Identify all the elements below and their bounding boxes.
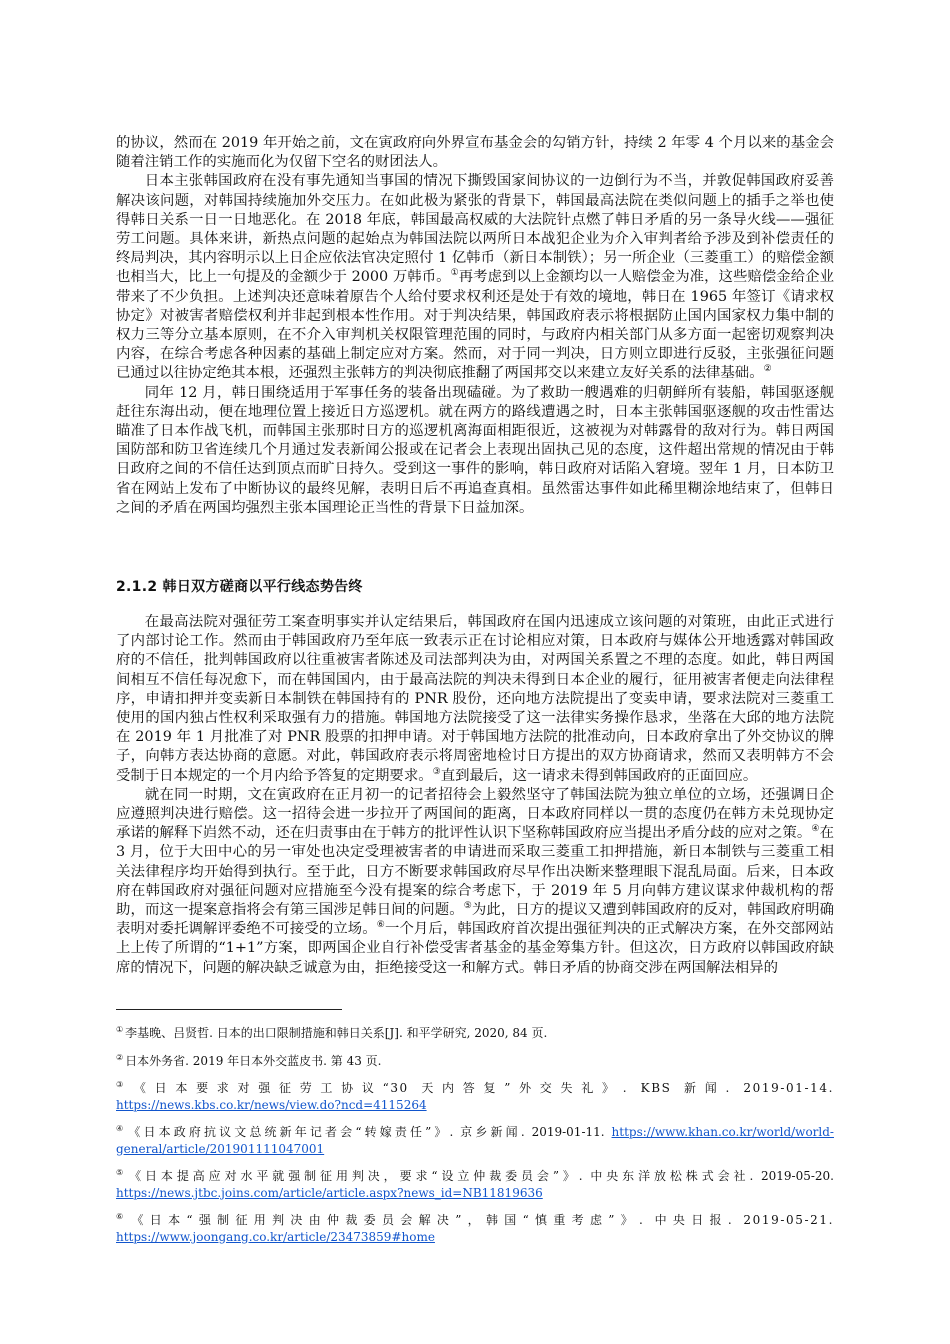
paragraph-negotiation: 在最高法院对强征劳工案查明事实并认定结果后，韩国政府在国内迅速成立该问题的对策班，由此正式进行了内部讨论工作。然而由于韩国政府乃至年底一致表示正在讨论相应对策，日本政府与媒体公开地透露对韩国政府的不信任，批判韩国政府以往重被害者陈述及司法部判决为由，对两国关系置之不理的态度。如此，韩日两国间相互不信任每况愈下，而在韩国国内，由于最高法院的判决未得到日本企业的履行，征用被害者便走向法律程序，申请扣押并变卖新日本制铁在韩国持有的 PNR 股份，还向地方法院提出了变卖申请，要求法院对三菱重工使用的国内独占性权利采取强有力的措施。韩国地方法院接受了这一法律实务操作恳求，坐落在大邱的地方法院在 2019 年 1 月批准了对 PNR 股票的扣押申请。对于韩国地方法院的批准动向，日本政府拿出了外交协议的牌子，向韩方表达协商的意愿。对此，韩国政府表示将周密地检讨日方提出的双方协商请求，然而又表明韩方不会受制于日本规定的一个月内给予答复的定期要求。③直到最后，这一请求未得到韩国政府的正面回应。 [116,614,834,784]
paragraph-forced-labor: 日本主张韩国政府在没有事先通知当事国的情况下撕毁国家间协议的一边倒行为不当，并敦促韩国政府妥善解决该问题，对韩国持续施加外交压力。在如此极为紧张的背景下，韩国最高法院在类似问题上的插手之举也使得韩日关系一日一日地恶化。在 2018 年底，韩国最高权威的大法院针点燃了韩日矛盾的另一条导火线——强征劳工问题。具体来讲，新热点问题的起始点为韩国法院以两所日本战犯企业为介入审判者给予涉及到补偿责任的终局判决，其内容明示以上日企应依法官决定照付 1 亿韩币（新日本制铁）；另一所企业（三菱重工）的赔偿金额也相当大，比上一句提及的金额少于 2000 万韩币。①再考虑到以上金额均以一人赔偿金为准，这些赔偿金给企业带来了不少负担。上述判决还意味着原告个人给付要求权利还是处于有效的境地，韩日在 1965 年签订《请求权协定》对被害者赔偿权利并非起到根本性作用。对于判决结果，韩国政府表示将根据防止国内国家权力集中制的权力三等分立基本原则，在不介入审判机关权限管理范围的同时，与政府内相关部门从多方面一起密切观察判决内容，在综合考虑各种因素的基础上制定应对方案。然而，对于同一判决，日方则立即进行反驳，主张强征问题已通过以往协定绝其本根，还强烈主张韩方的判决彻底推翻了两国邦交以来建立友好关系的法律基础。② [116,173,834,382]
body-section-1 [116,134,834,518]
section-heading: 2.1.2 韩日双方磋商以平行线态势告终 [116,579,363,595]
footnote-ref-1[interactable]: ① [450,268,459,279]
body-section-2 [116,613,834,978]
paragraph-intro: 的协议，然而在 2019 年开始之前，文在寅政府向外界宣布基金会的勾销方针，持续 2 年零 4 个月以来的基金会随着注销工作的实施而化为仅留下空名的财团法人。 [116,135,834,171]
footnote-ref-6[interactable]: ⑥ [376,920,385,931]
footnote-2: ② 日本外务省. 2019 年日本外交蓝皮书. 第 43 页. [116,1052,382,1068]
paragraph-same-period: 就在同一时期，文在寅政府在正月初一的记者招待会上毅然坚守了韩国法院为独立单位的立场，还强调日企应遵照判决进行赔偿。这一招待会进一步拉开了两国间的距离，日本政府同样以一贯的态度仍在韩方未兑现协定承诺的解释下岿然不动，还在归责事由在于韩方的批评性认识下坚称韩国政府应当提出矛盾分歧的应对之策。④在 3 月，位于大田中心的另一审处也决定受理被害者的申请进而采取三菱重工扣押措施，新日本制铁与三菱重工相关法律程序均开始得到执行。至于此，日方不断要求韩国政府尽早作出决断来整理眼下混乱局面。后来，日本政府在韩国政府对强征问题对应措施至今没有提案的综合考虑下，于 2019 年 5 月向韩方建议谋求仲裁机构的帮助，而这一提案意指将会有第三国涉足韩日间的问题。⑤为此，日方的提议又遭到韩国政府的反对，韩国政府明确表明对委托调解评委绝不可接受的立场。⑥一个月后，韩国政府首次提出强征判决的正式解决方案，在外交部网站上上传了所谓的“1+1”方案，即两国企业自行补偿受害者基金的基金筹集方针。但这次，日方政府以韩国政府缺席的情况下，问题的解决缺乏诚意为由，拒绝接受这一和解方式。韩日矛盾的协商交涉在两国解法相异的 [116,786,834,976]
footnote-ref-5[interactable]: ⑤ [463,901,472,912]
footnote-ref-3[interactable]: ③ [432,766,441,777]
footnote-6: ⑥ 《日本“强制征用判决由仲裁委员会解决”，韩国“慎重考虑”》. 中央日报. 2019-05-21. https://www.joongang.co.kr/article/23473859#home [116,1212,834,1244]
footnote-divider [116,1009,342,1010]
footnote-ref-2[interactable]: ② [763,364,772,375]
footnote-5-link[interactable]: https://news.jtbc.joins.com/article/article.aspx?news_id=NB11819636 [116,1185,543,1200]
footnote-4: ④ 《日本政府抗议文总统新年记者会“转嫁责任”》. 京乡新闻. 2019-01-11. https://www.khan.co.kr/world/world-general/article/201901111047001 [116,1124,834,1156]
footnote-1: ① 李基晚、吕贤哲. 日本的出口限制措施和韩日关系[J]. 和平学研究, 2020, 84 页. [116,1025,548,1040]
footnote-5: ⑤ 《日本提高应对水平就强制征用判决，要求“设立仲裁委员会”》. 中央东洋放松株式会社. 2019-05-20. https://news.jtbc.joins.com/article/article.aspx?news_id=NB11819636 [116,1168,834,1200]
paragraph-radar-incident: 同年 12 月，韩日围绕适用于军事任务的装备出现磕碰。为了救助一艘遇难的归朝鲜所有装船，韩国驱逐舰赶往东海出动，便在地理位置上接近日方巡逻机。就在两方的路线遭遇之时，日本主张韩国驱逐舰的攻击性雷达瞄准了日本作战飞机，而韩国主张那时日方的巡逻机离海面相距很近，这被视为对韩露骨的敌对行为。韩日两国国防部和防卫省连续几个月通过发表新闻公报或在记者会上表现出固执己见的态度，这件超出常规的情况由于韩日政府之间的不信任达到顶点而旷日持久。受到这一事件的影响，韩日政府对话陷入窘境。翌年 1 月，日本防卫省在网站上发布了中断协议的最终见解，表明日后不再追查真相。虽然雷达事件如此稀里糊涂地结束了，但韩日之间的矛盾在两国均强烈主张本国理论正当性的背景下日益加深。 [116,384,834,516]
footnotes [116,1022,834,1253]
footnote-3: ③ 《日本要求对强征劳工协议“30 天内答复”外交失礼》. KBS 新闻. 2019-01-14. https://news.kbs.co.kr/news/view.do?ncd=4115264 [116,1080,834,1112]
footnote-4-link[interactable]: https://www.khan.co.kr/world/world-general/article/201901111047001 [116,1125,834,1156]
footnote-3-link[interactable]: https://news.kbs.co.kr/news/view.do?ncd=4115264 [116,1097,427,1112]
footnote-ref-4[interactable]: ④ [811,824,820,835]
footnote-6-link[interactable]: https://www.joongang.co.kr/article/23473859#home [116,1229,435,1244]
